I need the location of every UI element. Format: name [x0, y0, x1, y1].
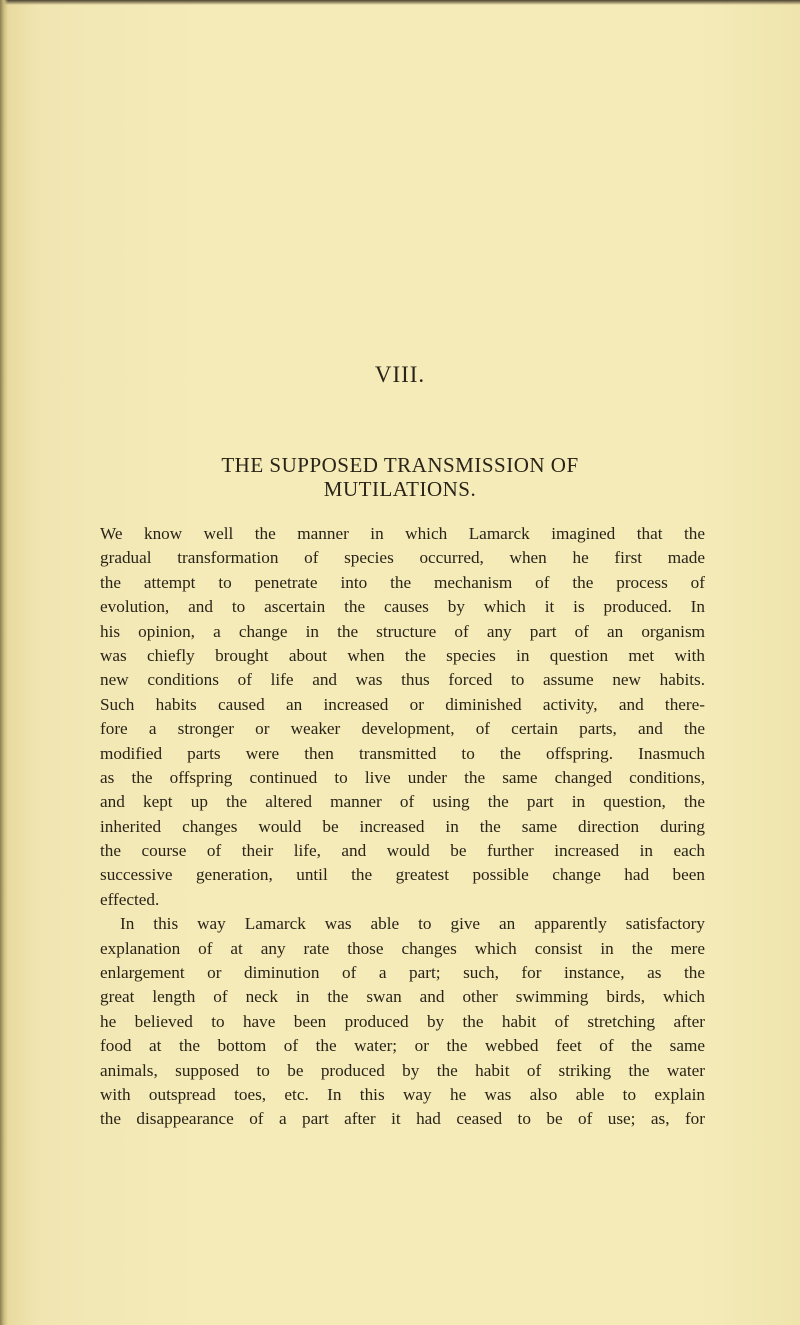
text-line: the disappearance of a part after it had ceased to be of use; as, for	[100, 1109, 705, 1129]
text-line: In this way Lamarck was able to give an apparently satisfactory	[120, 914, 705, 934]
text-line: the course of their life, and would be further increased in each	[100, 841, 705, 861]
text-line: with outspread toes, etc. In this way he was also able to explain	[100, 1084, 705, 1104]
text-line: explanation of at any rate those changes which consist in the mere	[100, 938, 705, 958]
text-line: modified parts were then transmitted to the offspring. Inasmuch	[100, 743, 705, 763]
text-line: inherited changes would be increased in the same direction during	[100, 816, 705, 836]
chapter-title-line-2: MUTILATIONS.	[323, 477, 477, 501]
text-line: he believed to have been produced by the habit of stretching after	[100, 1011, 705, 1031]
text-line: was chiefly brought about when the species in question met with	[100, 645, 705, 665]
chapter-title-line-1: THE SUPPOSED TRANSMISSION OF	[221, 453, 579, 477]
chapter-title	[100, 453, 700, 501]
text-line: his opinion, a change in the structure of any part of an organism	[100, 621, 705, 641]
text-line: food at the bottom of the water; or the webbed feet of the same	[100, 1036, 705, 1056]
text-line: fore a stronger or weaker development, of certain parts, and the	[100, 719, 705, 739]
text-line: Such habits caused an increased or diminished activity, and there-	[100, 694, 705, 714]
text-line: animals, supposed to be produced by the habit of striking the water	[100, 1060, 705, 1080]
page-binding-edge	[0, 0, 8, 1325]
text-line: effected.	[100, 889, 160, 909]
text-line: successive generation, until the greatest possible change had been	[100, 865, 705, 885]
text-line: great length of neck in the swan and other swimming birds, which	[100, 987, 705, 1007]
text-line: evolution, and to ascertain the causes by which it is produced. In	[100, 597, 705, 617]
text-line: and kept up the altered manner of using the part in question, the	[100, 792, 705, 812]
text-line: gradual transformation of species occurred, when he first made	[100, 548, 705, 568]
text-line: We know well the manner in which Lamarck imagined that the	[100, 524, 705, 543]
page-top-shadow	[0, 0, 800, 5]
text-line: new conditions of life and was thus forced to assume new habits.	[100, 670, 705, 690]
chapter-number: VIII.	[374, 362, 426, 387]
text-line: enlargement or diminution of a part; such, for instance, as the	[100, 963, 705, 983]
text-line: as the offspring continued to live under the same changed conditions,	[100, 767, 705, 787]
body-text	[100, 522, 705, 1132]
text-line: the attempt to penetrate into the mechanism of the process of	[100, 572, 705, 592]
